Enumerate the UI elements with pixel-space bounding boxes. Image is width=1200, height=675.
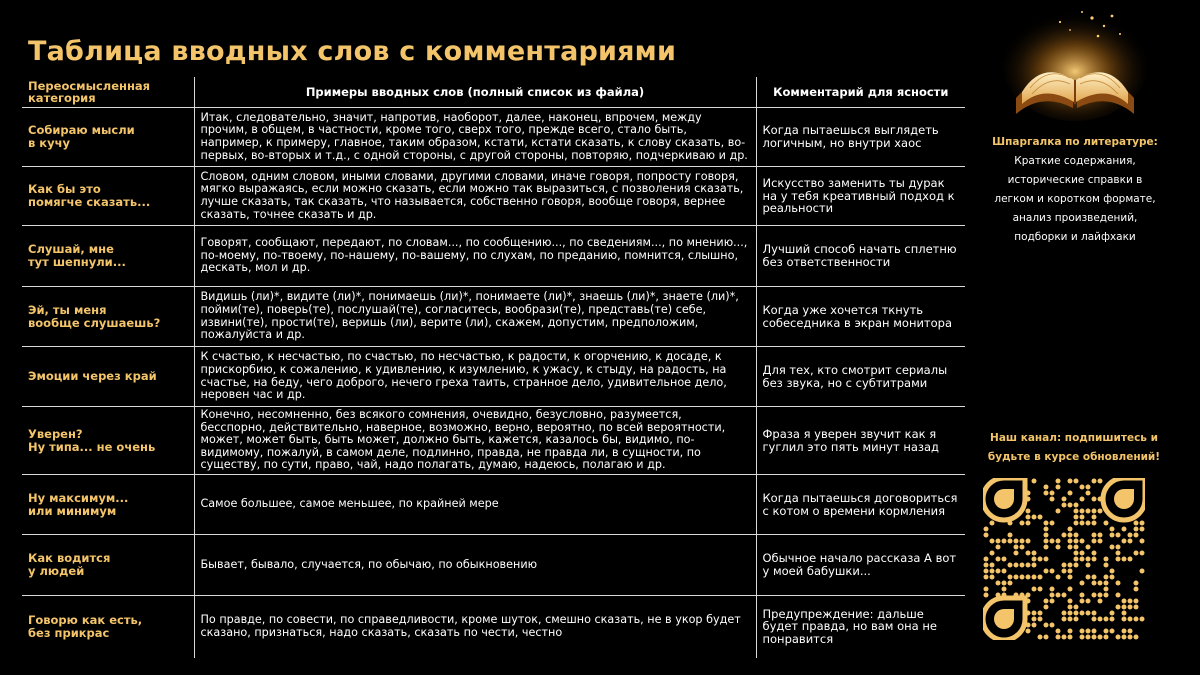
qr-dot	[1044, 569, 1049, 574]
qr-dot	[1104, 563, 1109, 568]
qr-dot	[984, 533, 989, 538]
qr-dot	[1080, 599, 1085, 604]
qr-dot	[1098, 617, 1103, 622]
qr-dot	[1002, 539, 1007, 544]
row-examples: Словом, одним словом, иными словами, другими словами, иначе говоря, попросту говоря, мягко выражаясь, если можно сказать, если можно так выразиться, с позволения сказать, лучше сказать, так сказать, что называется, собственно говоря, вообще говоря, вернее сказать, точнее сказать и др.	[194, 167, 756, 226]
qr-dot	[1032, 515, 1037, 520]
qr-dot	[1122, 611, 1127, 616]
qr-dot	[1140, 527, 1145, 532]
row-comment: Предупреждение: дальше будет правда, но вам она не понравится	[756, 596, 965, 658]
qr-dot	[1074, 563, 1079, 568]
qr-dot	[1080, 629, 1085, 634]
qr-dot	[1002, 587, 1007, 592]
qr-dot	[1134, 617, 1139, 622]
qr-dot	[990, 575, 995, 580]
qr-dot	[1092, 611, 1097, 616]
qr-dot	[1044, 599, 1049, 604]
qr-dot	[1092, 581, 1097, 586]
row-category: Говорю как есть, без прикрас	[28, 612, 143, 640]
qr-dot	[1074, 509, 1079, 514]
qr-finder-mark	[983, 478, 1025, 520]
qr-dot	[1050, 539, 1055, 544]
qr-dot	[1074, 605, 1079, 610]
qr-dot	[996, 581, 1001, 586]
qr-dot	[1104, 629, 1109, 634]
qr-dot	[1116, 533, 1121, 538]
row-category: Ну максимум... или минимум	[22, 475, 194, 535]
qr-dot	[1050, 497, 1055, 502]
qr-dot	[1122, 539, 1127, 544]
qr-dot	[984, 593, 989, 598]
qr-dot	[1104, 521, 1109, 526]
qr-dot	[1074, 551, 1079, 556]
qr-dot	[1020, 575, 1025, 580]
qr-dot	[1134, 635, 1139, 640]
qr-dot	[984, 575, 989, 580]
intro-words-table	[22, 77, 965, 658]
qr-dot	[1068, 611, 1073, 616]
row-comment: Фраза я уверен звучит как я гуглил это пять минут назад	[756, 407, 965, 475]
qr-dot	[1020, 539, 1025, 544]
qr-dot	[1092, 593, 1097, 598]
qr-dot	[1128, 557, 1133, 562]
table-row	[22, 226, 965, 287]
qr-dot	[1098, 581, 1103, 586]
qr-dot	[1092, 509, 1097, 514]
qr-dot	[1086, 557, 1091, 562]
qr-dot	[1068, 539, 1073, 544]
qr-dot	[1008, 533, 1013, 538]
row-category: Уверен? Ну типа... не очень	[22, 407, 194, 475]
qr-dot	[1092, 617, 1097, 622]
qr-dot	[990, 551, 995, 556]
qr-dot	[1068, 545, 1073, 550]
row-comment: Лучший способ начать сплетню без ответственности	[756, 226, 965, 287]
qr-dot	[1110, 617, 1115, 622]
qr-dot	[1014, 545, 1019, 550]
qr-dot	[1080, 551, 1085, 556]
qr-dot	[1062, 563, 1067, 568]
qr-dot	[1128, 605, 1133, 610]
row-comment: Когда уже хочется ткнуть собеседника в экран монитора	[756, 287, 965, 347]
qr-dot	[1092, 575, 1097, 580]
qr-dot	[1014, 575, 1019, 580]
qr-dot	[1086, 629, 1091, 634]
qr-dot	[1116, 605, 1121, 610]
qr-dot	[1116, 593, 1121, 598]
qr-dot	[1008, 575, 1013, 580]
qr-dot	[1044, 527, 1049, 532]
qr-dot	[1044, 557, 1049, 562]
qr-dot	[1080, 515, 1085, 520]
qr-dot	[1074, 617, 1079, 622]
qr-dot	[1086, 509, 1091, 514]
qr-dot	[1110, 575, 1115, 580]
qr-dot	[1074, 521, 1079, 526]
qr-dot	[1098, 599, 1103, 604]
row-comment: Искусство заменить ты дурак на у тебя креативный подход к реальности	[756, 167, 965, 226]
qr-dot	[1068, 569, 1073, 574]
row-category: Как бы это помягче сказать...	[22, 167, 194, 226]
qr-dot	[984, 563, 989, 568]
qr-dot	[1044, 605, 1049, 610]
qr-dot	[1080, 557, 1085, 562]
qr-dot	[1086, 611, 1091, 616]
qr-dot	[1116, 545, 1121, 550]
table-row	[22, 535, 965, 596]
qr-dot	[1122, 605, 1127, 610]
qr-dot	[984, 587, 989, 592]
row-category: Эмоции через край	[22, 347, 194, 407]
qr-dot	[1056, 629, 1061, 634]
qr-dot	[1032, 623, 1037, 628]
table-row	[22, 347, 965, 407]
qr-dot	[1014, 551, 1019, 556]
qr-dot	[1044, 491, 1049, 496]
qr-dot	[1020, 545, 1025, 550]
qr-dot	[1140, 539, 1145, 544]
qr-dot	[1032, 617, 1037, 622]
qr-dot	[1074, 539, 1079, 544]
qr-dot	[1098, 593, 1103, 598]
qr-dot	[1134, 581, 1139, 586]
qr-dot	[1032, 551, 1037, 556]
qr-dot	[1080, 485, 1085, 490]
qr-dot	[1122, 635, 1127, 640]
qr-dot	[1026, 539, 1031, 544]
qr-dot	[1008, 563, 1013, 568]
qr-dot	[1074, 533, 1079, 538]
qr-dot	[1074, 557, 1079, 562]
qr-dot	[1068, 599, 1073, 604]
row-comment: Обычное начало рассказа А вот у моей бабушки...	[756, 535, 965, 596]
qr-dot	[1134, 599, 1139, 604]
qr-dot	[1038, 617, 1043, 622]
qr-dot	[1092, 551, 1097, 556]
qr-dot	[1122, 527, 1127, 532]
qr-dot	[1044, 539, 1049, 544]
qr-dot	[1008, 539, 1013, 544]
qr-dot	[1002, 557, 1007, 562]
qr-dot	[1044, 623, 1049, 628]
qr-dot	[1062, 497, 1067, 502]
qr-dot	[1122, 599, 1127, 604]
qr-dot	[1068, 605, 1073, 610]
qr-dot	[1056, 539, 1061, 544]
row-examples: Говорят, сообщают, передают, по словам..., по сообщению..., по сведениям..., по мнению..., по-моему, по-твоему, по-нашему, по-вашему, по слухам, по преданию, помнится, слышно, дескать, мол и др.	[194, 226, 756, 287]
qr-dot	[1056, 485, 1061, 490]
row-examples: Конечно, несомненно, без всякого сомнения, очевидно, безусловно, разумеется, бесспорно, действительно, наверное, возможно, верно, вероятно, по всей вероятности, может, может быть, быть может, должно быть, кажется, казалось бы, видимо, по-видимому, пожалуй, в самом деле, подлинно, правда, не правда ли, в сущности, по существу, по сути, право, чай, надо полагать, думаю, надеюсь, полагаю и др.	[194, 407, 756, 475]
qr-dot	[990, 521, 995, 526]
promo-title: Шпаргалка по литературе:	[992, 136, 1158, 148]
qr-dot	[1128, 617, 1133, 622]
qr-dot	[1032, 563, 1037, 568]
qr-dot	[1092, 539, 1097, 544]
qr-dot	[1020, 563, 1025, 568]
qr-dot	[1038, 515, 1043, 520]
header-examples: Примеры вводных слов (полный список из файла)	[194, 77, 756, 108]
qr-dot	[1110, 545, 1115, 550]
qr-dot	[1074, 545, 1079, 550]
qr-dot	[1098, 479, 1103, 484]
qr-dot	[1050, 599, 1055, 604]
qr-dot	[1092, 479, 1097, 484]
qr-dot	[1080, 521, 1085, 526]
qr-dot	[1068, 617, 1073, 622]
qr-dot	[1098, 509, 1103, 514]
qr-dot	[1068, 629, 1073, 634]
qr-dot	[1110, 527, 1115, 532]
qr-dot	[990, 569, 995, 574]
qr-dot	[1050, 521, 1055, 526]
qr-dot	[1002, 581, 1007, 586]
qr-dot	[1110, 611, 1115, 616]
qr-dot	[1104, 575, 1109, 580]
qr-finder-mark	[1103, 478, 1145, 520]
qr-dot	[1062, 611, 1067, 616]
qr-dot	[1080, 539, 1085, 544]
qr-dot	[1026, 521, 1031, 526]
qr-dot	[1032, 587, 1037, 592]
qr-dot	[1020, 521, 1025, 526]
qr-dot	[1062, 503, 1067, 508]
qr-dot	[1128, 539, 1133, 544]
qr-dot	[1080, 611, 1085, 616]
qr-dot	[1038, 557, 1043, 562]
qr-dot	[1068, 491, 1073, 496]
qr-dot	[1086, 563, 1091, 568]
qr-dot	[1104, 617, 1109, 622]
row-category: Собираю мысли в кучу	[22, 108, 194, 167]
qr-dot	[1026, 575, 1031, 580]
qr-dot	[1116, 635, 1121, 640]
qr-dot	[1044, 635, 1049, 640]
qr-dot	[1074, 515, 1079, 520]
header-category: Переосмысленная категория	[22, 77, 194, 108]
qr-dot	[1068, 527, 1073, 532]
table-row	[22, 407, 965, 475]
qr-dot	[1092, 629, 1097, 634]
qr-dot	[1062, 617, 1067, 622]
qr-dot	[1068, 479, 1073, 484]
qr-dot	[1122, 557, 1127, 562]
qr-dot	[1062, 533, 1067, 538]
row-category: Эй, ты меня вообще слушаешь?	[22, 287, 194, 347]
qr-dot	[1068, 575, 1073, 580]
qr-dot	[1056, 509, 1061, 514]
qr-dot	[1068, 563, 1073, 568]
page-title: Таблица вводных слов с комментариями	[28, 36, 677, 67]
qr-dot	[1080, 581, 1085, 586]
qr-dot	[1104, 635, 1109, 640]
promo-text: Краткие содержания, исторические справки в легком и коротком формате, анализ произведений, подборки и лайфхаки	[994, 155, 1156, 243]
open-book-icon	[1000, 4, 1150, 124]
qr-dot	[1086, 485, 1091, 490]
qr-dot	[1086, 545, 1091, 550]
qr-dot	[1056, 545, 1061, 550]
qr-dot	[1110, 629, 1115, 634]
qr-dot	[1128, 629, 1133, 634]
qr-dot	[1134, 551, 1139, 556]
qr-dot	[1116, 551, 1121, 556]
qr-dot	[984, 569, 989, 574]
qr-dot	[1026, 629, 1031, 634]
promo-block	[990, 133, 1160, 247]
qr-dot	[1140, 551, 1145, 556]
qr-dot	[996, 569, 1001, 574]
table-header-row	[22, 77, 965, 108]
qr-dot	[1128, 635, 1133, 640]
qr-dot	[1044, 545, 1049, 550]
qr-dot	[1128, 599, 1133, 604]
qr-dot	[1068, 533, 1073, 538]
qr-dot	[1026, 563, 1031, 568]
qr-dot	[996, 557, 1001, 562]
qr-dot	[1026, 515, 1031, 520]
qr-dot	[1140, 569, 1145, 574]
qr-dot	[1134, 605, 1139, 610]
qr-dot	[1044, 485, 1049, 490]
row-comment: Когда пытаешься договориться с котом о времени кормления	[756, 475, 965, 535]
qr-dot	[1008, 581, 1013, 586]
table-row	[22, 596, 965, 658]
qr-dot	[1086, 635, 1091, 640]
qr-dot	[1026, 509, 1031, 514]
qr-finder-mark	[983, 598, 1025, 640]
qr-dot	[1068, 503, 1073, 508]
row-category: Как водится у людей	[22, 535, 194, 596]
row-category: Слушай, мне тут шепнули...	[22, 226, 194, 287]
qr-dot	[1092, 557, 1097, 562]
qr-dot	[1038, 635, 1043, 640]
qr-dot	[1038, 587, 1043, 592]
qr-dot	[1056, 635, 1061, 640]
qr-dot	[1080, 497, 1085, 502]
qr-dot	[1080, 509, 1085, 514]
qr-dot	[1056, 479, 1061, 484]
qr-dot	[1104, 593, 1109, 598]
qr-dot	[1050, 587, 1055, 592]
qr-dot	[1134, 587, 1139, 592]
qr-dot	[1098, 635, 1103, 640]
qr-dot	[1062, 635, 1067, 640]
qr-dot	[1014, 563, 1019, 568]
qr-dot	[1080, 635, 1085, 640]
qr-dot	[996, 539, 1001, 544]
qr-dot	[1068, 635, 1073, 640]
qr-dot	[984, 527, 989, 532]
qr-dot	[1032, 611, 1037, 616]
qr-dot	[1098, 533, 1103, 538]
header-comment: Комментарий для ясности	[756, 77, 965, 108]
qr-dot	[1062, 593, 1067, 598]
qr-dot	[984, 557, 989, 562]
row-examples: Бывает, бывало, случается, по обычаю, по обыкновению	[194, 535, 756, 596]
row-examples: Самое большее, самое меньшее, по крайней мере	[194, 475, 756, 535]
row-examples: К счастью, к несчастью, по счастью, по несчастью, к радости, к огорчению, к досаде, к прискорбию, к сожалению, к удивлению, к изумлению, к ужасу, к стыду, на радость, на счастье, на беду, чего доброго, нечего греха таить, странное дело, удивительное дело, неровен час и др.	[194, 347, 756, 407]
row-examples: Видишь (ли)*, видите (ли)*, понимаешь (ли)*, понимаете (ли)*, знаешь (ли)*, знаете (ли)*, пойми(те), поверь(те), послушай(те), согласитесь, вообрази(те), представь(те) себе, извини(те), прости(те), веришь (ли), верите (ли), скажем, допустим, предположим, пожалуйста и др.	[194, 287, 756, 347]
qr-dot	[1050, 623, 1055, 628]
qr-dot	[1038, 575, 1043, 580]
qr-dot	[1056, 593, 1061, 598]
qr-dot	[1068, 587, 1073, 592]
qr-dot	[1074, 503, 1079, 508]
qr-dot	[1032, 557, 1037, 562]
qr-dot	[996, 545, 1001, 550]
qr-dot	[1092, 521, 1097, 526]
qr-dot	[1092, 497, 1097, 502]
qr-dot	[1074, 479, 1079, 484]
qr-dot	[1140, 617, 1145, 622]
qr-dot	[1104, 557, 1109, 562]
qr-dot	[1134, 527, 1139, 532]
qr-dot	[1050, 593, 1055, 598]
qr-dot	[1092, 635, 1097, 640]
qr-dot	[1110, 533, 1115, 538]
row-examples: По правде, по совести, по справедливости, кроме шуток, смешно сказать, не в укор будет сказано, признаться, надо сказать, сказать по чести, честно	[194, 596, 756, 658]
qr-dot	[1098, 539, 1103, 544]
qr-dot	[1080, 593, 1085, 598]
qr-dot	[1134, 521, 1139, 526]
qr-dot	[1002, 569, 1007, 574]
qr-dot	[1032, 479, 1037, 484]
qr-dot	[1044, 521, 1049, 526]
qr-dot	[1026, 551, 1031, 556]
qr-code-icon[interactable]	[983, 478, 1145, 640]
qr-dot	[1038, 611, 1043, 616]
row-comment: Когда пытаешься выглядеть логичным, но внутри хаос	[756, 108, 965, 167]
table-row	[22, 167, 965, 226]
qr-dot	[1062, 569, 1067, 574]
qr-dot	[1092, 515, 1097, 520]
qr-dot	[1116, 581, 1121, 586]
table-row	[22, 287, 965, 347]
qr-dot	[1014, 539, 1019, 544]
qr-dot	[1032, 575, 1037, 580]
qr-dot	[1044, 533, 1049, 538]
qr-dot	[1128, 533, 1133, 538]
qr-dot	[1086, 575, 1091, 580]
qr-dot	[1104, 587, 1109, 592]
qr-dot	[1074, 611, 1079, 616]
qr-dot	[990, 539, 995, 544]
channel-invite: Наш канал: подпишитесь и будьте в курсе обновлений!	[987, 432, 1161, 463]
table-row	[22, 108, 965, 167]
qr-dot	[1110, 569, 1115, 574]
qr-dot	[1050, 569, 1055, 574]
qr-dot	[1122, 617, 1127, 622]
qr-dot	[990, 563, 995, 568]
qr-dot	[1134, 533, 1139, 538]
qr-dot	[1056, 575, 1061, 580]
qr-dot	[1116, 557, 1121, 562]
qr-dot	[1122, 629, 1127, 634]
row-comment: Для тех, кто смотрит сериалы без звука, но с субтитрами	[756, 347, 965, 407]
qr-dot	[1086, 521, 1091, 526]
table-row	[22, 475, 965, 535]
qr-dot	[1104, 581, 1109, 586]
row-examples: Итак, следовательно, значит, напротив, наоборот, далее, наконец, впрочем, между прочим, в общем, в частности, кроме того, сверх того, прежде всего, стало быть, например, к примеру, главное, таким образом, кстати, кстати сказать, к слову сказать, во-первых, во-вторых и т.д., с одной стороны, с другой стороны, повторяю, подчеркиваю и др.	[194, 108, 756, 167]
qr-dot	[1086, 599, 1091, 604]
qr-dot	[1140, 521, 1145, 526]
qr-dot	[1092, 533, 1097, 538]
qr-dot	[1050, 491, 1055, 496]
qr-dot	[1086, 491, 1091, 496]
